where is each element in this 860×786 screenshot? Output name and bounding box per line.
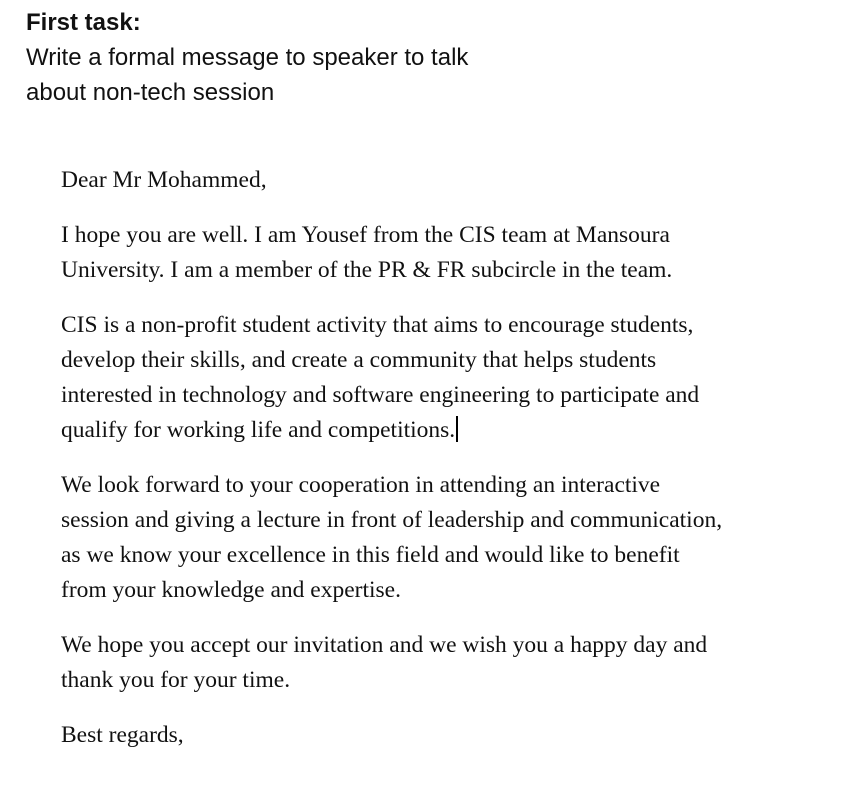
letter-paragraph-2 xyxy=(61,308,851,448)
letter-paragraph-1 xyxy=(61,218,851,288)
paragraph-1-line-1: I hope you are well. I am Yousef from the CIS team at Mansoura xyxy=(61,222,670,248)
closing-text: Best regards, xyxy=(61,722,184,748)
paragraph-3-line-2: session and giving a lecture in front of leadership and communication, xyxy=(61,507,723,533)
paragraph-2-line-3: interested in technology and software engineering to participate and xyxy=(61,382,700,408)
paragraph-1-line-2: University. I am a member of the PR & FR subcircle in the team. xyxy=(61,257,673,283)
paragraph-3-line-4: from your knowledge and expertise. xyxy=(61,577,401,603)
letter-paragraph-3 xyxy=(61,468,851,608)
task-description-line-1: Write a formal message to speaker to talk xyxy=(26,44,469,71)
letter-greeting xyxy=(61,163,851,198)
letter-body[interactable] xyxy=(61,163,851,773)
paragraph-2-line-4: qualify for working life and competitions. xyxy=(61,417,456,443)
task-title: First task: xyxy=(26,9,141,36)
paragraph-4-line-1: We hope you accept our invitation and we wish you a happy day and xyxy=(61,632,708,658)
greeting-text: Dear Mr Mohammed, xyxy=(61,167,267,193)
letter-closing xyxy=(61,718,851,753)
paragraph-2-line-2: develop their skills, and create a community that helps students xyxy=(61,347,657,373)
task-description-line-2: about non-tech session xyxy=(26,79,275,106)
paragraph-2-line-1: CIS is a non-profit student activity that aims to encourage students, xyxy=(61,312,694,338)
paragraph-3-line-3: as we know your excellence in this field and would like to benefit xyxy=(61,542,680,568)
text-cursor xyxy=(456,416,458,442)
paragraph-3-line-1: We look forward to your cooperation in attending an interactive xyxy=(61,472,661,498)
letter-paragraph-4 xyxy=(61,628,851,698)
task-heading xyxy=(26,5,468,110)
paragraph-4-line-2: thank you for your time. xyxy=(61,667,291,693)
